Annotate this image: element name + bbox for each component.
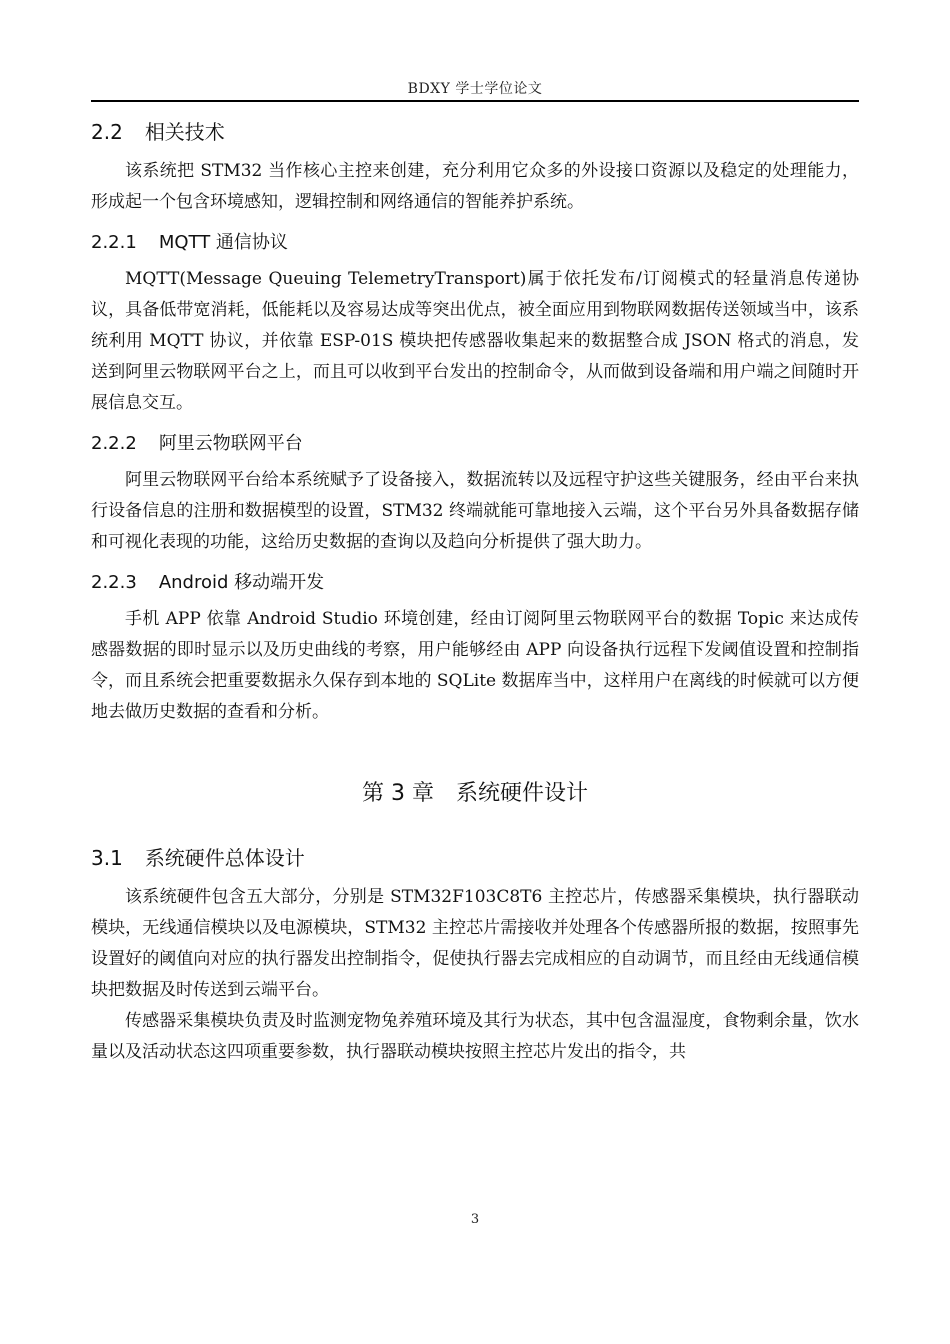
section-number: 2.2 xyxy=(91,120,123,144)
section-heading-2-2 xyxy=(91,114,859,150)
paragraph: 该系统硬件包含五大部分，分别是 STM32F103C8T6 主控芯片，传感器采集模块，执行器联动模块，无线通信模块以及电源模块，STM32 主控芯片需接收并处理各个传感器所报的数据，按照事先设置好的阈值向对应的执行器发出控制指令，促使执行器去完成相应的自动调节，而且经由无线通信模块把数据及时传送到云端平台。 xyxy=(91,887,859,1000)
chapter-heading xyxy=(91,774,859,814)
paragraph: 该系统把 STM32 当作核心主控来创建，充分利用它众多的外设接口资源以及稳定的处理能力，形成起一个包含环境感知，逻辑控制和网络通信的智能养护系统。 xyxy=(91,161,859,212)
page-number: 3 xyxy=(470,1212,480,1227)
section-heading-2-2-3 xyxy=(91,566,859,600)
running-header: BDXY 学士学位论文 xyxy=(407,81,543,97)
header-rule xyxy=(91,100,859,102)
page-content xyxy=(91,114,859,1068)
section-heading-2-2-1 xyxy=(91,226,859,260)
section-number: 2.2.1 xyxy=(91,232,137,253)
section-number: 2.2.2 xyxy=(91,433,137,454)
chapter-number: 第 3 章 xyxy=(362,781,434,806)
section-number: 2.2.3 xyxy=(91,572,137,593)
section-number: 3.1 xyxy=(91,846,123,870)
paragraph: 阿里云物联网平台给本系统赋予了设备接入，数据流转以及远程守护这些关键服务，经由平台来执行设备信息的注册和数据模型的设置，STM32 终端就能可靠地接入云端，这个平台另外具备数据存储和可视化表现的功能，这给历史数据的查询以及趋向分析提供了强大助力。 xyxy=(91,470,859,552)
section-title: 阿里云物联网平台 xyxy=(158,433,303,454)
section-title: 相关技术 xyxy=(144,120,225,144)
section-title: 系统硬件总体设计 xyxy=(144,846,305,870)
paragraph: MQTT(Message Queuing TelemetryTransport)属于依托发布/订阅模式的轻量消息传递协议，具备低带宽消耗，低能耗以及容易达成等突出优点，被全面应用到物联网数据传送领域当中，该系统利用 MQTT 协议，并依靠 ESP-01S 模块把传感器收集起来的数据整合成 JSON 格式的消息，发送到阿里云物联网平台之上，而且可以收到平台发出的控制命令，从而做到设备端和用户端之间随时开展信息交互。 xyxy=(91,269,859,413)
section-heading-2-2-2 xyxy=(91,427,859,461)
chapter-title: 系统硬件设计 xyxy=(455,781,588,806)
section-title: MQTT 通信协议 xyxy=(158,232,288,253)
paragraph: 手机 APP 依靠 Android Studio 环境创建，经由订阅阿里云物联网平台的数据 Topic 来达成传感器数据的即时显示以及历史曲线的考察，用户能够经由 APP 向设备执行远程下发阈值设置和控制指令，而且系统会把重要数据永久保存到本地的 SQLite 数据库当中，这样用户在离线的时候就可以方便地去做历史数据的查看和分析。 xyxy=(91,609,859,722)
section-title: Android 移动端开发 xyxy=(158,572,325,593)
paragraph: 传感器采集模块负责及时监测宠物兔养殖环境及其行为状态，其中包含温湿度，食物剩余量，饮水量以及活动状态这四项重要参数，执行器联动模块按照主控芯片发出的指令，共 xyxy=(91,1011,859,1062)
section-heading-3-1 xyxy=(91,840,859,876)
